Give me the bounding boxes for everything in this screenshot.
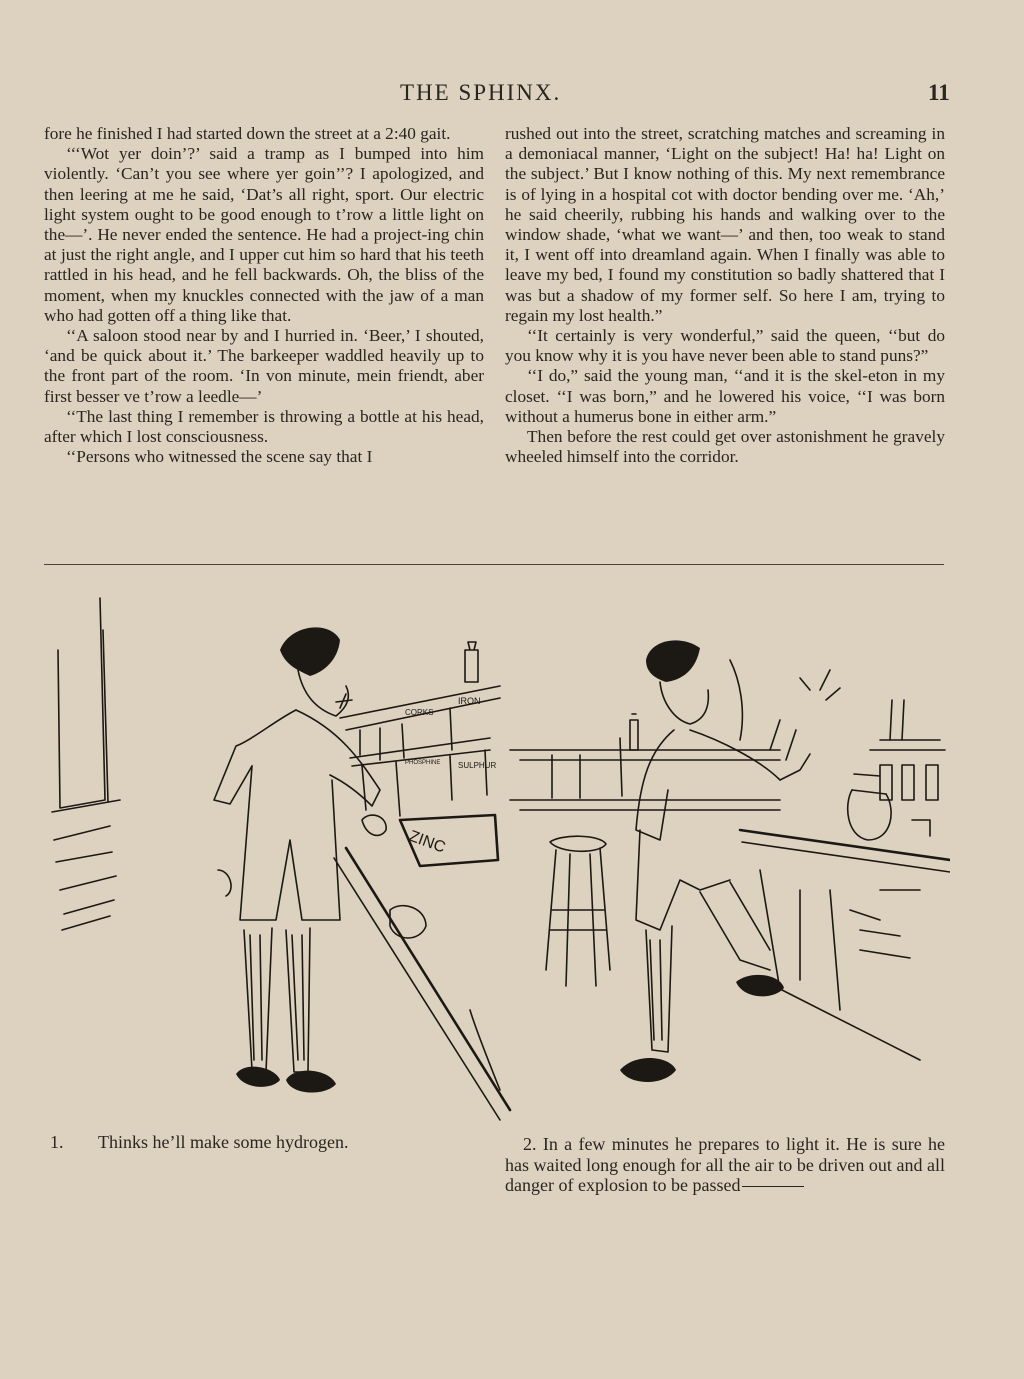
box-label-zinc: ZINC <box>406 827 448 857</box>
section-divider <box>548 564 944 565</box>
paragraph: ‘‘Persons who witnessed the scene say that I <box>66 447 373 467</box>
trailing-dash <box>742 1186 804 1187</box>
counter <box>334 848 510 1120</box>
window-frame <box>52 598 120 930</box>
chemist-figure-1 <box>214 627 386 1092</box>
caption-text: Thinks he’ll make some hydrogen. <box>98 1132 349 1152</box>
paragraph: ‘‘The last thing I remember is throwing a bottle at his head, after which I lost consciousness. <box>44 406 484 447</box>
paragraph: Then before the rest could get over astonishment he gravely wheeled himself into the corridor. <box>505 427 945 467</box>
paragraph: ‘‘‘Wot yer doin’?’ said a tramp as I bumped into him violently. ‘Can’t you see where yer goin’’? I apologized, and then leering at me he said, ‘Dat’s all right, sport. Our electric light system ought to be good enough to t’row a little light on the—’. He never ended the sentence. He had a project-ing chin at just the right angle, and I upper cut him so hard that his teeth rattled in his head, and he fell backwards. Oh, the bliss of the moment, when my knuckles connected with the jaw of a man who had gotten off a thing like that. <box>44 144 484 325</box>
paragraph: ‘‘It certainly is very wonderful,” said the queen, ‘‘but do you know why it is you have never been able to stand puns?” <box>505 326 945 366</box>
page-number: 11 <box>928 80 950 105</box>
caption-number: 1. <box>50 1132 64 1152</box>
left-column <box>44 124 484 467</box>
page-title: THE SPHINX. <box>400 80 562 105</box>
section-divider <box>44 564 548 565</box>
right-column <box>505 124 945 467</box>
lab-counter <box>740 830 950 1060</box>
stool <box>546 836 610 986</box>
paragraph: rushed out into the street, scratching matches and screaming in a demoniacal manner, ‘Light on the subject! Ha! ha! Light on the subject.’ But I know nothing of this. My next remembrance is of lying in a hospital cot with doctor bending over me. ‘Ah,’ he said cheerily, rubbing his hands and walking over to the window shade, ‘what we want—’ and then, too weak to stand it, I went off into dreamland again. When I finally was able to leave my bed, I found my constitution so badly shattered that I was but a shadow of my former self. So here I am, trying to regain my lost health.” <box>505 124 945 325</box>
caption-2 <box>505 1134 945 1196</box>
running-head <box>0 80 1024 110</box>
caption-number: 2. <box>523 1134 537 1154</box>
paragraph: ‘‘A saloon stood near by and I hurried in. ‘Beer,’ I shouted, ‘and be quick about it.’ The barkeeper waddled heavily up to the front part of the room. ‘In von minute, mein friendt, aber first besser ve t’row a leedle—’ <box>44 326 484 406</box>
cartoon-illustration <box>40 590 950 1130</box>
jar-label-sulphur: SULPHUR <box>458 761 497 770</box>
jar-label-corks: CORKS <box>405 708 434 717</box>
chemist-figure-2 <box>620 640 810 1082</box>
chemical-shelves <box>340 642 500 866</box>
caption-text: In a few minutes he prepares to light it. He is sure he has waited long enough for all the air to be driven out and all danger of explosion to be passed <box>505 1134 946 1195</box>
jar-label-phosphine: PHOSPHINE <box>405 760 441 766</box>
caption-1 <box>50 1132 430 1153</box>
lab-shelves <box>510 670 945 840</box>
paragraph: fore he finished I had started down the street at a 2:40 gait. <box>44 124 451 143</box>
paragraph: ‘‘I do,” said the young man, ‘‘and it is the skel-eton in my closet. ‘‘I was born,” and he lowered his voice, ‘‘I was born without a humerus bone in either arm.” <box>505 366 945 426</box>
jar-label-iron: IRON <box>458 696 481 706</box>
